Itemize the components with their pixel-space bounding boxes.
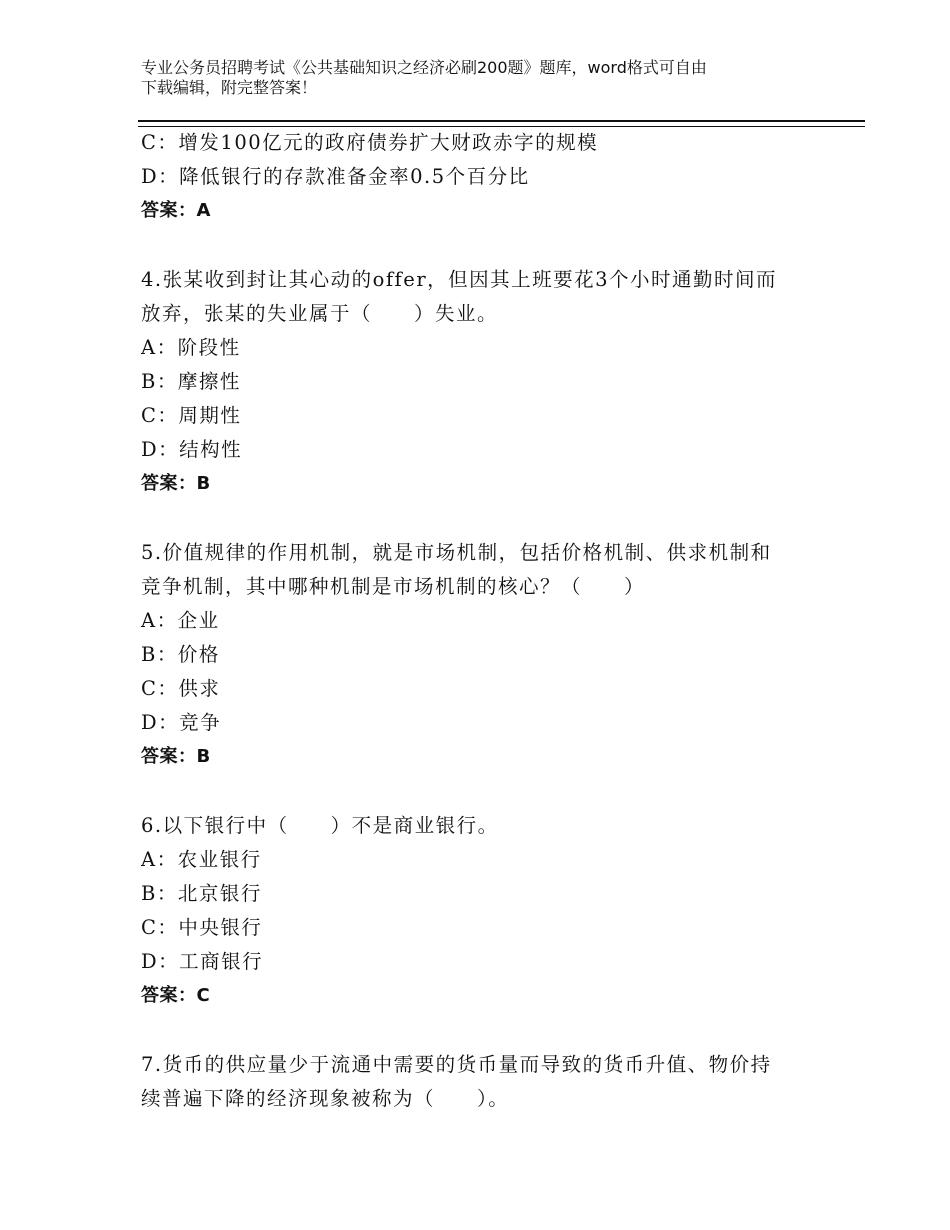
question-5	[141, 536, 821, 774]
answer: 答案：A	[141, 200, 211, 221]
question-4	[141, 263, 821, 501]
header-line-1: 专业公务员招聘考试《公共基础知识之经济必刷200题》题库，word格式可自由	[141, 58, 707, 77]
option-c: C：增发100亿元的政府债券扩大财政赤字的规模	[141, 131, 599, 154]
option-c: C：中央银行	[141, 916, 263, 939]
question-stem: 放弃，张某的失业属于（ ）失业。	[141, 302, 499, 325]
header-line-2: 下载编辑，附完整答案！	[141, 78, 318, 97]
document-body	[141, 126, 821, 1116]
question-stem: 5.价值规律的作用机制，就是市场机制，包括价格机制、供求机制和	[141, 541, 772, 564]
spacer	[141, 228, 821, 263]
option-b: B：价格	[141, 643, 220, 666]
option-d: D：降低银行的存款准备金率0.5个百分比	[141, 165, 530, 188]
option-a: A：阶段性	[141, 336, 241, 359]
question-7	[141, 1048, 821, 1116]
option-a: A：企业	[141, 609, 220, 632]
answer: 答案：B	[141, 473, 211, 494]
option-d: D：结构性	[141, 438, 243, 461]
question-stem: 续普遍下降的经济现象被称为（ ）。	[141, 1087, 510, 1110]
spacer	[141, 1013, 821, 1048]
option-b: B：北京银行	[141, 882, 262, 905]
answer: 答案：B	[141, 746, 211, 767]
option-a: A：农业银行	[141, 848, 262, 871]
answer: 答案：C	[141, 985, 211, 1006]
question-stem: 6.以下银行中（ ）不是商业银行。	[141, 814, 499, 837]
document-header	[141, 58, 841, 98]
option-d: D：工商银行	[141, 950, 264, 973]
option-c: C：周期性	[141, 404, 242, 427]
question-stem: 竞争机制，其中哪种机制是市场机制的核心？（ ）	[141, 575, 646, 598]
option-d: D：竞争	[141, 711, 222, 734]
spacer	[141, 501, 821, 536]
question-3	[141, 126, 821, 228]
question-6	[141, 809, 821, 1013]
question-stem: 4.张某收到封让其心动的offer，但因其上班要花3个小时通勤时间而	[141, 268, 778, 291]
question-stem: 7.货币的供应量少于流通中需要的货币量而导致的货币升值、物价持	[141, 1053, 772, 1076]
spacer	[141, 774, 821, 809]
option-b: B：摩擦性	[141, 370, 241, 393]
option-c: C：供求	[141, 677, 221, 700]
